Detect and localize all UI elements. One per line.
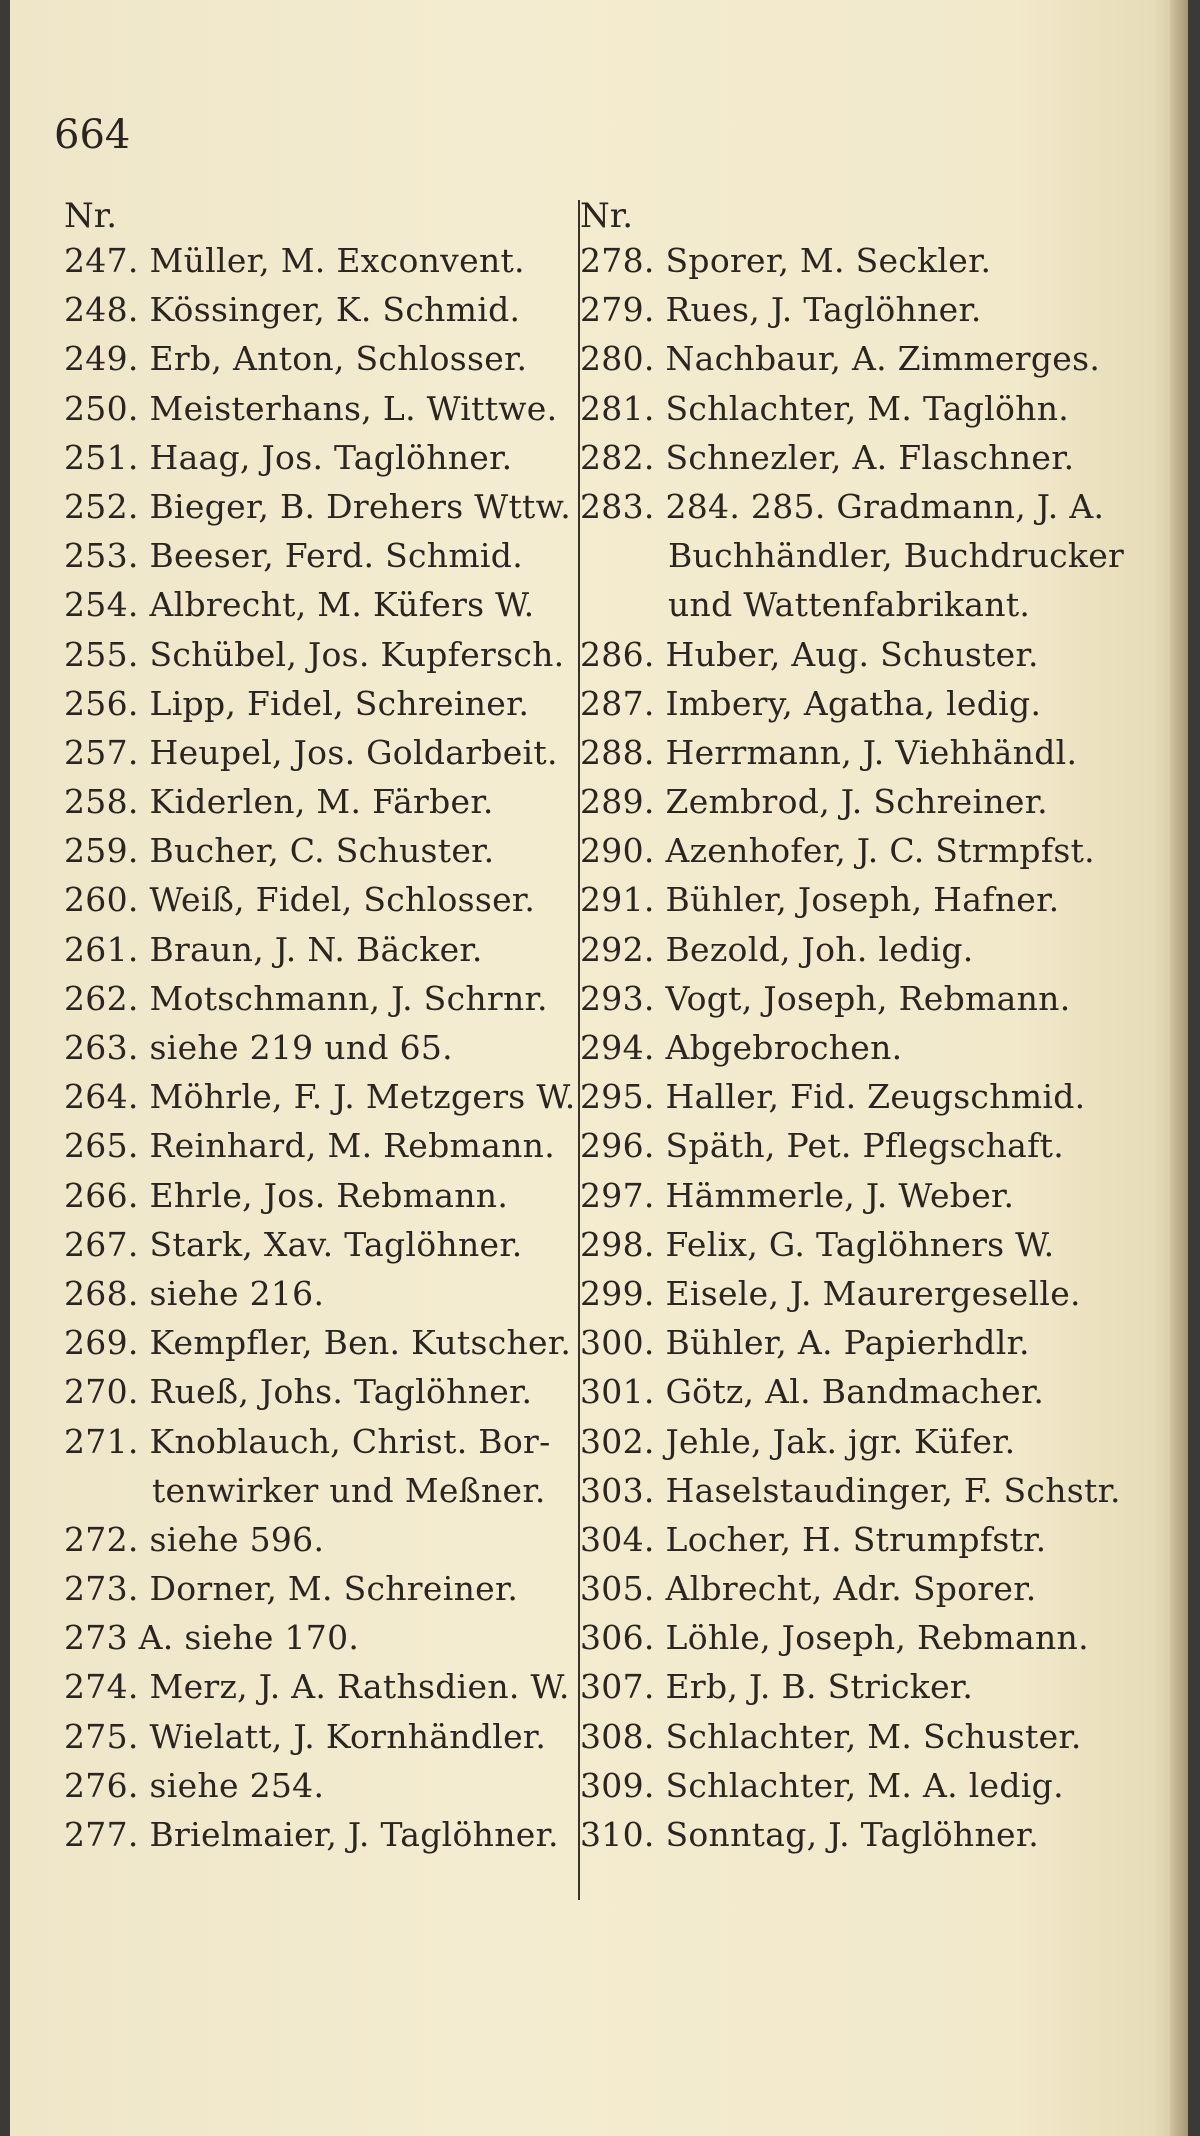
register-entry <box>64 925 584 974</box>
entry-text: Löhle, Joseph, Rebmann. <box>665 1618 1089 1658</box>
entry-text: Haselstaudinger, F. Schstr. <box>665 1470 1121 1510</box>
entry-number: 269. <box>64 1323 139 1363</box>
entry-text: Schlachter, M. A. ledig. <box>665 1765 1064 1805</box>
entry-text: Kössinger, K. Schmid. <box>149 290 521 330</box>
entry-number: 297. <box>580 1175 655 1215</box>
entry-number: 257. <box>64 732 139 772</box>
register-entry <box>580 826 1140 875</box>
entry-number: 299. <box>580 1273 655 1313</box>
entry-number: 292. <box>580 929 655 969</box>
entry-number: 277. <box>64 1815 139 1854</box>
entry-number: 286. <box>580 634 655 674</box>
entry-text: Haag, Jos. Taglöhner. <box>149 437 513 477</box>
entry-text: siehe 219 und 65. <box>149 1028 453 1067</box>
register-entry <box>580 974 1140 1023</box>
entry-number: 307. <box>580 1667 655 1707</box>
entry-number: 306. <box>580 1618 655 1658</box>
entry-number: 252. <box>64 486 139 526</box>
entry-text: Albrecht, M. Küfers W. <box>149 585 535 625</box>
entry-number: 280. <box>580 339 655 379</box>
register-entry <box>64 875 584 924</box>
entry-number: 271. <box>64 1421 139 1461</box>
register-entry <box>580 1072 1140 1121</box>
register-entry <box>64 1761 584 1810</box>
entry-number: 249. <box>64 339 139 379</box>
entry-text: Locher, H. Strumpfstr. <box>665 1519 1047 1559</box>
register-entry <box>64 580 584 629</box>
register-entry <box>580 1220 1140 1269</box>
register-entry <box>64 1712 584 1761</box>
entry-text: Schnezler, A. Flaschner. <box>665 437 1075 477</box>
register-entry <box>64 384 584 433</box>
register-entry <box>580 1023 1140 1072</box>
entry-text: Schlachter, M. Taglöhn. <box>665 388 1070 428</box>
register-entry <box>64 1417 584 1466</box>
entry-number: 254. <box>64 585 139 625</box>
entry-text: Weiß, Fidel, Schlosser. <box>149 880 536 920</box>
left-column-header: Nr. <box>64 196 118 236</box>
entry-number: 273. <box>64 1569 139 1609</box>
entry-text: siehe 170. <box>184 1618 360 1658</box>
entry-number: 255. <box>64 634 139 674</box>
register-entry <box>580 1712 1140 1761</box>
entry-text: Bucher, C. Schuster. <box>149 831 495 871</box>
register-entry <box>64 1662 584 1711</box>
entry-text: Wielatt, J. Kornhändler. <box>149 1716 547 1756</box>
entry-text: Merz, J. A. Rathsdien. W. <box>149 1667 570 1707</box>
entry-text: Herrmann, J. Viehhändl. <box>665 732 1078 772</box>
register-entry <box>580 777 1140 826</box>
entry-text: Vogt, Joseph, Rebmann. <box>665 978 1071 1018</box>
register-entry <box>64 285 584 334</box>
register-entry <box>580 334 1140 383</box>
entry-text: und Wattenfabrikant. <box>668 585 1031 625</box>
register-entry <box>580 630 1140 679</box>
register-entry <box>580 1761 1140 1810</box>
entry-text: Beeser, Ferd. Schmid. <box>149 536 523 576</box>
entry-text: Braun, J. N. Bäcker. <box>149 929 483 969</box>
entry-number: 281. <box>580 388 655 428</box>
register-entry <box>580 580 1140 629</box>
entry-text: siehe 216. <box>149 1273 325 1313</box>
entry-number: 291. <box>580 880 655 920</box>
entry-text: Motschmann, J. Schrnr. <box>149 978 548 1018</box>
entry-number: 274. <box>64 1667 139 1707</box>
entry-number: 289. <box>580 782 655 822</box>
left-column-rows <box>64 236 584 1859</box>
entry-text: Bühler, A. Papierhdlr. <box>665 1323 1030 1363</box>
register-entry <box>64 1121 584 1170</box>
entry-number: 247. <box>64 241 139 280</box>
register-entry <box>580 1613 1140 1662</box>
entry-number: 288. <box>580 732 655 772</box>
entry-number: 290. <box>580 831 655 871</box>
register-entry <box>580 679 1140 728</box>
entry-text: Gradmann, J. A. <box>836 486 1105 526</box>
entry-number: 267. <box>64 1224 139 1264</box>
entry-text: Rues, J. Taglöhner. <box>665 290 982 330</box>
register-entry <box>580 236 1140 285</box>
entry-text: Möhrle, F. J. Metzgers W. <box>149 1077 576 1117</box>
entry-text: Schübel, Jos. Kupfersch. <box>149 634 565 674</box>
entry-text: Schlachter, M. Schuster. <box>665 1716 1082 1756</box>
entry-number: 270. <box>64 1372 139 1412</box>
register-entry <box>64 1318 584 1367</box>
register-entry <box>64 433 584 482</box>
entry-number: 266. <box>64 1175 139 1215</box>
register-entry <box>580 531 1140 580</box>
entry-text: Albrecht, Adr. Sporer. <box>665 1569 1037 1609</box>
entry-text: Hämmerle, J. Weber. <box>665 1175 1015 1215</box>
entry-text: Brielmaier, J. Taglöhner. <box>149 1815 559 1854</box>
entry-number: 296. <box>580 1126 655 1166</box>
register-entry <box>64 1171 584 1220</box>
register-entry <box>580 1466 1140 1515</box>
register-entry <box>580 433 1140 482</box>
entry-number: 282. <box>580 437 655 477</box>
register-entry <box>64 974 584 1023</box>
entry-text: Ehrle, Jos. Rebmann. <box>149 1175 509 1215</box>
entry-number: 268. <box>64 1273 139 1313</box>
entry-text: Eisele, J. Maurergeselle. <box>665 1273 1081 1313</box>
entry-number: 276. <box>64 1765 139 1805</box>
entry-number: 265. <box>64 1126 139 1166</box>
entry-text: Heupel, Jos. Goldarbeit. <box>149 732 558 772</box>
register-entry <box>580 925 1140 974</box>
entry-number: 248. <box>64 290 139 330</box>
entry-number: 294. <box>580 1028 655 1067</box>
entry-text: Abgebrochen. <box>665 1028 903 1067</box>
entry-number: 300. <box>580 1323 655 1363</box>
entry-text: Nachbaur, A. Zimmerges. <box>665 339 1101 379</box>
register-entry <box>64 1072 584 1121</box>
entry-number: 256. <box>64 683 139 723</box>
entry-text: Müller, M. Exconvent. <box>149 241 525 280</box>
register-entry <box>580 1171 1140 1220</box>
entry-number: 278. <box>580 241 655 280</box>
entry-number: 298. <box>580 1224 655 1264</box>
entry-number: 251. <box>64 437 139 477</box>
entry-number: 304. <box>580 1519 655 1559</box>
entry-text: Bieger, B. Drehers Wttw. <box>149 486 572 526</box>
register-entry <box>580 482 1140 531</box>
register-entry <box>580 1564 1140 1613</box>
register-entry <box>580 1367 1140 1416</box>
book-page <box>10 0 1188 2136</box>
entry-text: Götz, Al. Bandmacher. <box>665 1372 1045 1412</box>
register-entry <box>64 1269 584 1318</box>
entry-text: siehe 254. <box>149 1765 325 1805</box>
entry-number: 259. <box>64 831 139 871</box>
right-column <box>580 196 1140 1859</box>
register-entry <box>64 1367 584 1416</box>
entry-number: 279. <box>580 290 655 330</box>
register-entry <box>64 531 584 580</box>
entry-number: 264. <box>64 1077 139 1117</box>
entry-number: 295. <box>580 1077 655 1117</box>
entry-number: 303. <box>580 1470 655 1510</box>
register-entry <box>64 1613 584 1662</box>
entry-text: Rueß, Johs. Taglöhner. <box>149 1372 533 1412</box>
register-entry <box>580 285 1140 334</box>
register-entry <box>580 1318 1140 1367</box>
entry-text: Bezold, Joh. ledig. <box>665 929 974 969</box>
entry-text: Erb, Anton, Schlosser. <box>149 339 528 379</box>
entry-text: Azenhofer, J. C. Strmpfst. <box>665 831 1095 871</box>
entry-number: 260. <box>64 880 139 920</box>
register-entry <box>64 679 584 728</box>
entry-number: 261. <box>64 929 139 969</box>
register-entry <box>64 1023 584 1072</box>
register-entry <box>64 728 584 777</box>
entry-number: 250. <box>64 388 139 428</box>
register-entry <box>580 1121 1140 1170</box>
register-entry <box>64 236 584 285</box>
entry-text: Reinhard, M. Rebmann. <box>149 1126 556 1166</box>
entry-text: siehe 596. <box>149 1519 325 1559</box>
register-entry <box>580 1515 1140 1564</box>
entry-text: Imbery, Agatha, ledig. <box>665 683 1042 723</box>
register-entry <box>580 1810 1140 1859</box>
entry-text: Sporer, M. Seckler. <box>665 241 992 280</box>
right-column-header: Nr. <box>580 196 634 236</box>
entry-text: Lipp, Fidel, Schreiner. <box>149 683 530 723</box>
entry-number: 258. <box>64 782 139 822</box>
register-entry <box>64 826 584 875</box>
entry-text: Buchhändler, Buchdrucker <box>668 536 1125 576</box>
register-entry <box>580 728 1140 777</box>
page-number: 664 <box>54 112 131 158</box>
entry-number: 283. 284. 285. <box>580 486 826 526</box>
entry-number: 293. <box>580 978 655 1018</box>
register-entry <box>580 384 1140 433</box>
register-entry <box>580 1417 1140 1466</box>
entry-number: 275. <box>64 1716 139 1756</box>
entry-text: Sonntag, J. Taglöhner. <box>665 1815 1040 1854</box>
register-entry <box>64 1466 584 1515</box>
entry-text: Knoblauch, Christ. Bor- <box>149 1421 551 1461</box>
register-entry <box>64 1220 584 1269</box>
entry-number: 310. <box>580 1815 655 1854</box>
left-column <box>64 196 584 1859</box>
register-entry <box>64 630 584 679</box>
entry-number: 287. <box>580 683 655 723</box>
entry-number: 308. <box>580 1716 655 1756</box>
entry-number: 309. <box>580 1765 655 1805</box>
entry-text: Späth, Pet. Pflegschaft. <box>665 1126 1065 1166</box>
entry-text: Felix, G. Taglöhners W. <box>665 1224 1055 1264</box>
entry-text: Meisterhans, L. Wittwe. <box>149 388 558 428</box>
register-entry <box>580 1269 1140 1318</box>
entry-text: Kempfler, Ben. Kutscher. <box>149 1323 572 1363</box>
entry-number: 301. <box>580 1372 655 1412</box>
entry-text: Haller, Fid. Zeugschmid. <box>665 1077 1086 1117</box>
entry-number: 302. <box>580 1421 655 1461</box>
register-entry <box>64 1810 584 1859</box>
entry-text: Bühler, Joseph, Hafner. <box>665 880 1060 920</box>
entry-text: Dorner, M. Schreiner. <box>149 1569 519 1609</box>
entry-text: Huber, Aug. Schuster. <box>665 634 1039 674</box>
right-column-rows <box>580 236 1140 1859</box>
entry-text: Erb, J. B. Stricker. <box>665 1667 974 1707</box>
entry-number: 305. <box>580 1569 655 1609</box>
entry-number: 263. <box>64 1028 139 1067</box>
register-entry <box>580 875 1140 924</box>
entry-number: 272. <box>64 1519 139 1559</box>
entry-number: 273 A. <box>64 1618 174 1658</box>
register-entry <box>64 777 584 826</box>
entry-text: Zembrod, J. Schreiner. <box>665 782 1048 822</box>
register-entry <box>64 334 584 383</box>
entry-number: 262. <box>64 978 139 1018</box>
register-entry <box>64 482 584 531</box>
entry-text: Jehle, Jak. jgr. Küfer. <box>665 1421 1016 1461</box>
entry-text: tenwirker und Meßner. <box>152 1470 546 1510</box>
register-entry <box>64 1564 584 1613</box>
entry-text: Kiderlen, M. Färber. <box>149 782 494 822</box>
page-edge-shadow <box>1170 0 1188 2136</box>
register-entry <box>580 1662 1140 1711</box>
entry-text: Stark, Xav. Taglöhner. <box>149 1224 523 1264</box>
register-entry <box>64 1515 584 1564</box>
entry-number: 253. <box>64 536 139 576</box>
